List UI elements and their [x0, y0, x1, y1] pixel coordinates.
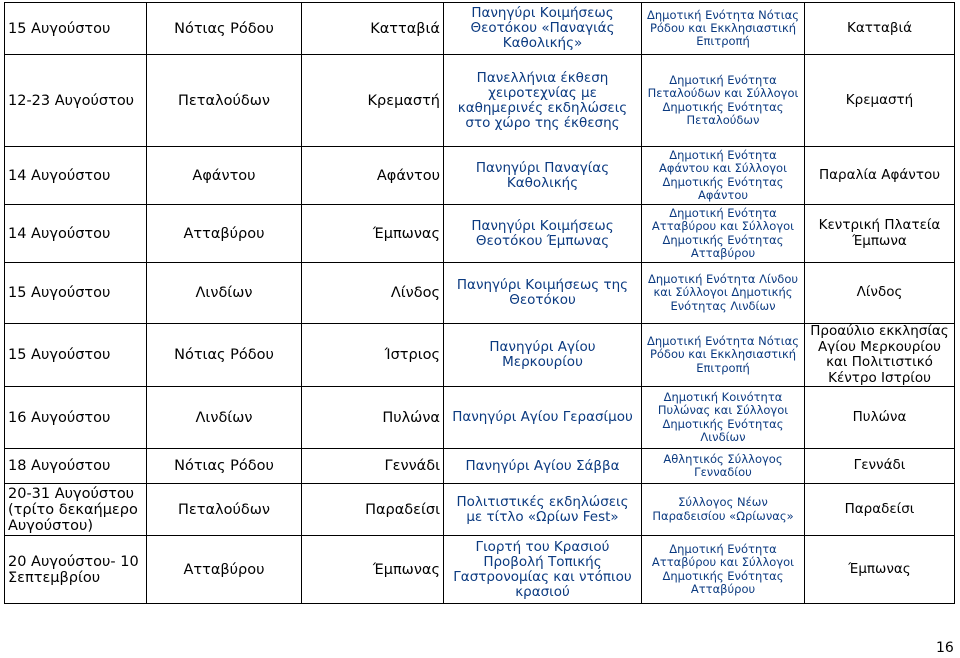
date-cell: 20-31 Αυγούστου (τρίτο δεκαήμερο Αυγούστου)	[5, 484, 147, 536]
table-row	[5, 205, 955, 263]
event-cell: Πανηγύρι Παναγίας Καθολικής	[444, 147, 642, 205]
event-cell: Πανηγύρι Αγίου Σάββα	[444, 449, 642, 484]
village-cell: Πυλώνα	[302, 387, 444, 449]
location-cell: Λίνδος	[805, 263, 955, 324]
municipal-unit-cell: Πεταλούδων	[147, 55, 302, 147]
table-row	[5, 449, 955, 484]
municipal-unit-cell: Αφάντου	[147, 147, 302, 205]
village-cell: Αφάντου	[302, 147, 444, 205]
table-row	[5, 55, 955, 147]
location-cell: Παραδείσι	[805, 484, 955, 536]
event-cell: Πανηγύρι Κοιμήσεως Θεοτόκου Έμπωνας	[444, 205, 642, 263]
event-cell: Πανηγύρι Κοιμήσεως Θεοτόκου «Παναγιάς Καθολικής»	[444, 3, 642, 55]
organizer-cell: Δημοτική Ενότητα Λίνδου και Σύλλογοι Δημοτικής Ενότητας Λινδίων	[642, 263, 805, 324]
municipal-unit-cell: Ατταβύρου	[147, 205, 302, 263]
village-cell: Ίστριος	[302, 324, 444, 387]
event-cell: Πολιτιστικές εκδηλώσεις με τίτλο «Ωρίων Fest»	[444, 484, 642, 536]
location-cell: Πυλώνα	[805, 387, 955, 449]
village-cell: Κρεμαστή	[302, 55, 444, 147]
event-cell: Γιορτή του Κρασιού Προβολή Τοπικής Γαστρονομίας και ντόπιου κρασιού	[444, 536, 642, 604]
organizer-cell: Δημοτική Ενότητα Νότιας Ρόδου και Εκκλησιαστική Επιτροπή	[642, 324, 805, 387]
event-cell: Πανηγύρι Κοιμήσεως της Θεοτόκου	[444, 263, 642, 324]
date-cell: 14 Αυγούστου	[5, 147, 147, 205]
table-row	[5, 147, 955, 205]
date-cell: 12-23 Αυγούστου	[5, 55, 147, 147]
date-cell: 20 Αυγούστου- 10 Σεπτεμβρίου	[5, 536, 147, 604]
location-cell: Έμπωνας	[805, 536, 955, 604]
location-cell: Προαύλιο εκκλησίας Αγίου Μερκουρίου και Πολιτιστικό Κέντρο Ιστρίου	[805, 324, 955, 387]
event-cell: Πανηγύρι Αγίου Μερκουρίου	[444, 324, 642, 387]
municipal-unit-cell: Λινδίων	[147, 263, 302, 324]
table-row	[5, 263, 955, 324]
location-cell: Κεντρική Πλατεία Έμπωνα	[805, 205, 955, 263]
table-row	[5, 484, 955, 536]
date-cell: 18 Αυγούστου	[5, 449, 147, 484]
municipal-unit-cell: Πεταλούδων	[147, 484, 302, 536]
organizer-cell: Σύλλογος Νέων Παραδεισίου «Ωρίωνας»	[642, 484, 805, 536]
organizer-cell: Δημοτική Ενότητα Πεταλούδων και Σύλλογοι Δημοτικής Ενότητας Πεταλούδων	[642, 55, 805, 147]
date-cell: 15 Αυγούστου	[5, 324, 147, 387]
organizer-cell: Δημοτική Ενότητα Ατταβύρου και Σύλλογοι Δημοτικής Ενότητας Ατταβύρου	[642, 205, 805, 263]
table-row	[5, 324, 955, 387]
organizer-cell: Δημοτική Ενότητα Αφάντου και Σύλλογοι Δημοτικής Ενότητας Αφάντου	[642, 147, 805, 205]
date-cell: 14 Αυγούστου	[5, 205, 147, 263]
event-cell: Πανηγύρι Αγίου Γερασίμου	[444, 387, 642, 449]
table-row	[5, 387, 955, 449]
municipal-unit-cell: Λινδίων	[147, 387, 302, 449]
table-row	[5, 536, 955, 604]
events-table-body	[5, 3, 955, 604]
date-cell: 16 Αυγούστου	[5, 387, 147, 449]
municipal-unit-cell: Ατταβύρου	[147, 536, 302, 604]
location-cell: Κρεμαστή	[805, 55, 955, 147]
date-cell: 15 Αυγούστου	[5, 263, 147, 324]
village-cell: Λίνδος	[302, 263, 444, 324]
events-table	[4, 2, 955, 604]
organizer-cell: Δημοτική Ενότητα Νότιας Ρόδου και Εκκλησιαστική Επιτροπή	[642, 3, 805, 55]
location-cell: Γεννάδι	[805, 449, 955, 484]
village-cell: Γεννάδι	[302, 449, 444, 484]
event-cell: Πανελλήνια έκθεση χειροτεχνίας με καθημερινές εκδηλώσεις στο χώρο της έκθεσης	[444, 55, 642, 147]
location-cell: Κατταβιά	[805, 3, 955, 55]
village-cell: Έμπωνας	[302, 536, 444, 604]
organizer-cell: Δημοτική Ενότητα Ατταβύρου και Σύλλογοι Δημοτικής Ενότητας Ατταβύρου	[642, 536, 805, 604]
date-cell: 15 Αυγούστου	[5, 3, 147, 55]
organizer-cell: Αθλητικός Σύλλογος Γενναδίου	[642, 449, 805, 484]
village-cell: Παραδείσι	[302, 484, 444, 536]
page-number: 16	[936, 640, 954, 656]
municipal-unit-cell: Νότιας Ρόδου	[147, 3, 302, 55]
village-cell: Έμπωνας	[302, 205, 444, 263]
village-cell: Κατταβιά	[302, 3, 444, 55]
municipal-unit-cell: Νότιας Ρόδου	[147, 449, 302, 484]
location-cell: Παραλία Αφάντου	[805, 147, 955, 205]
organizer-cell: Δημοτική Κοινότητα Πυλώνας και Σύλλογοι Δημοτικής Ενότητας Λινδίων	[642, 387, 805, 449]
table-row	[5, 3, 955, 55]
municipal-unit-cell: Νότιας Ρόδου	[147, 324, 302, 387]
